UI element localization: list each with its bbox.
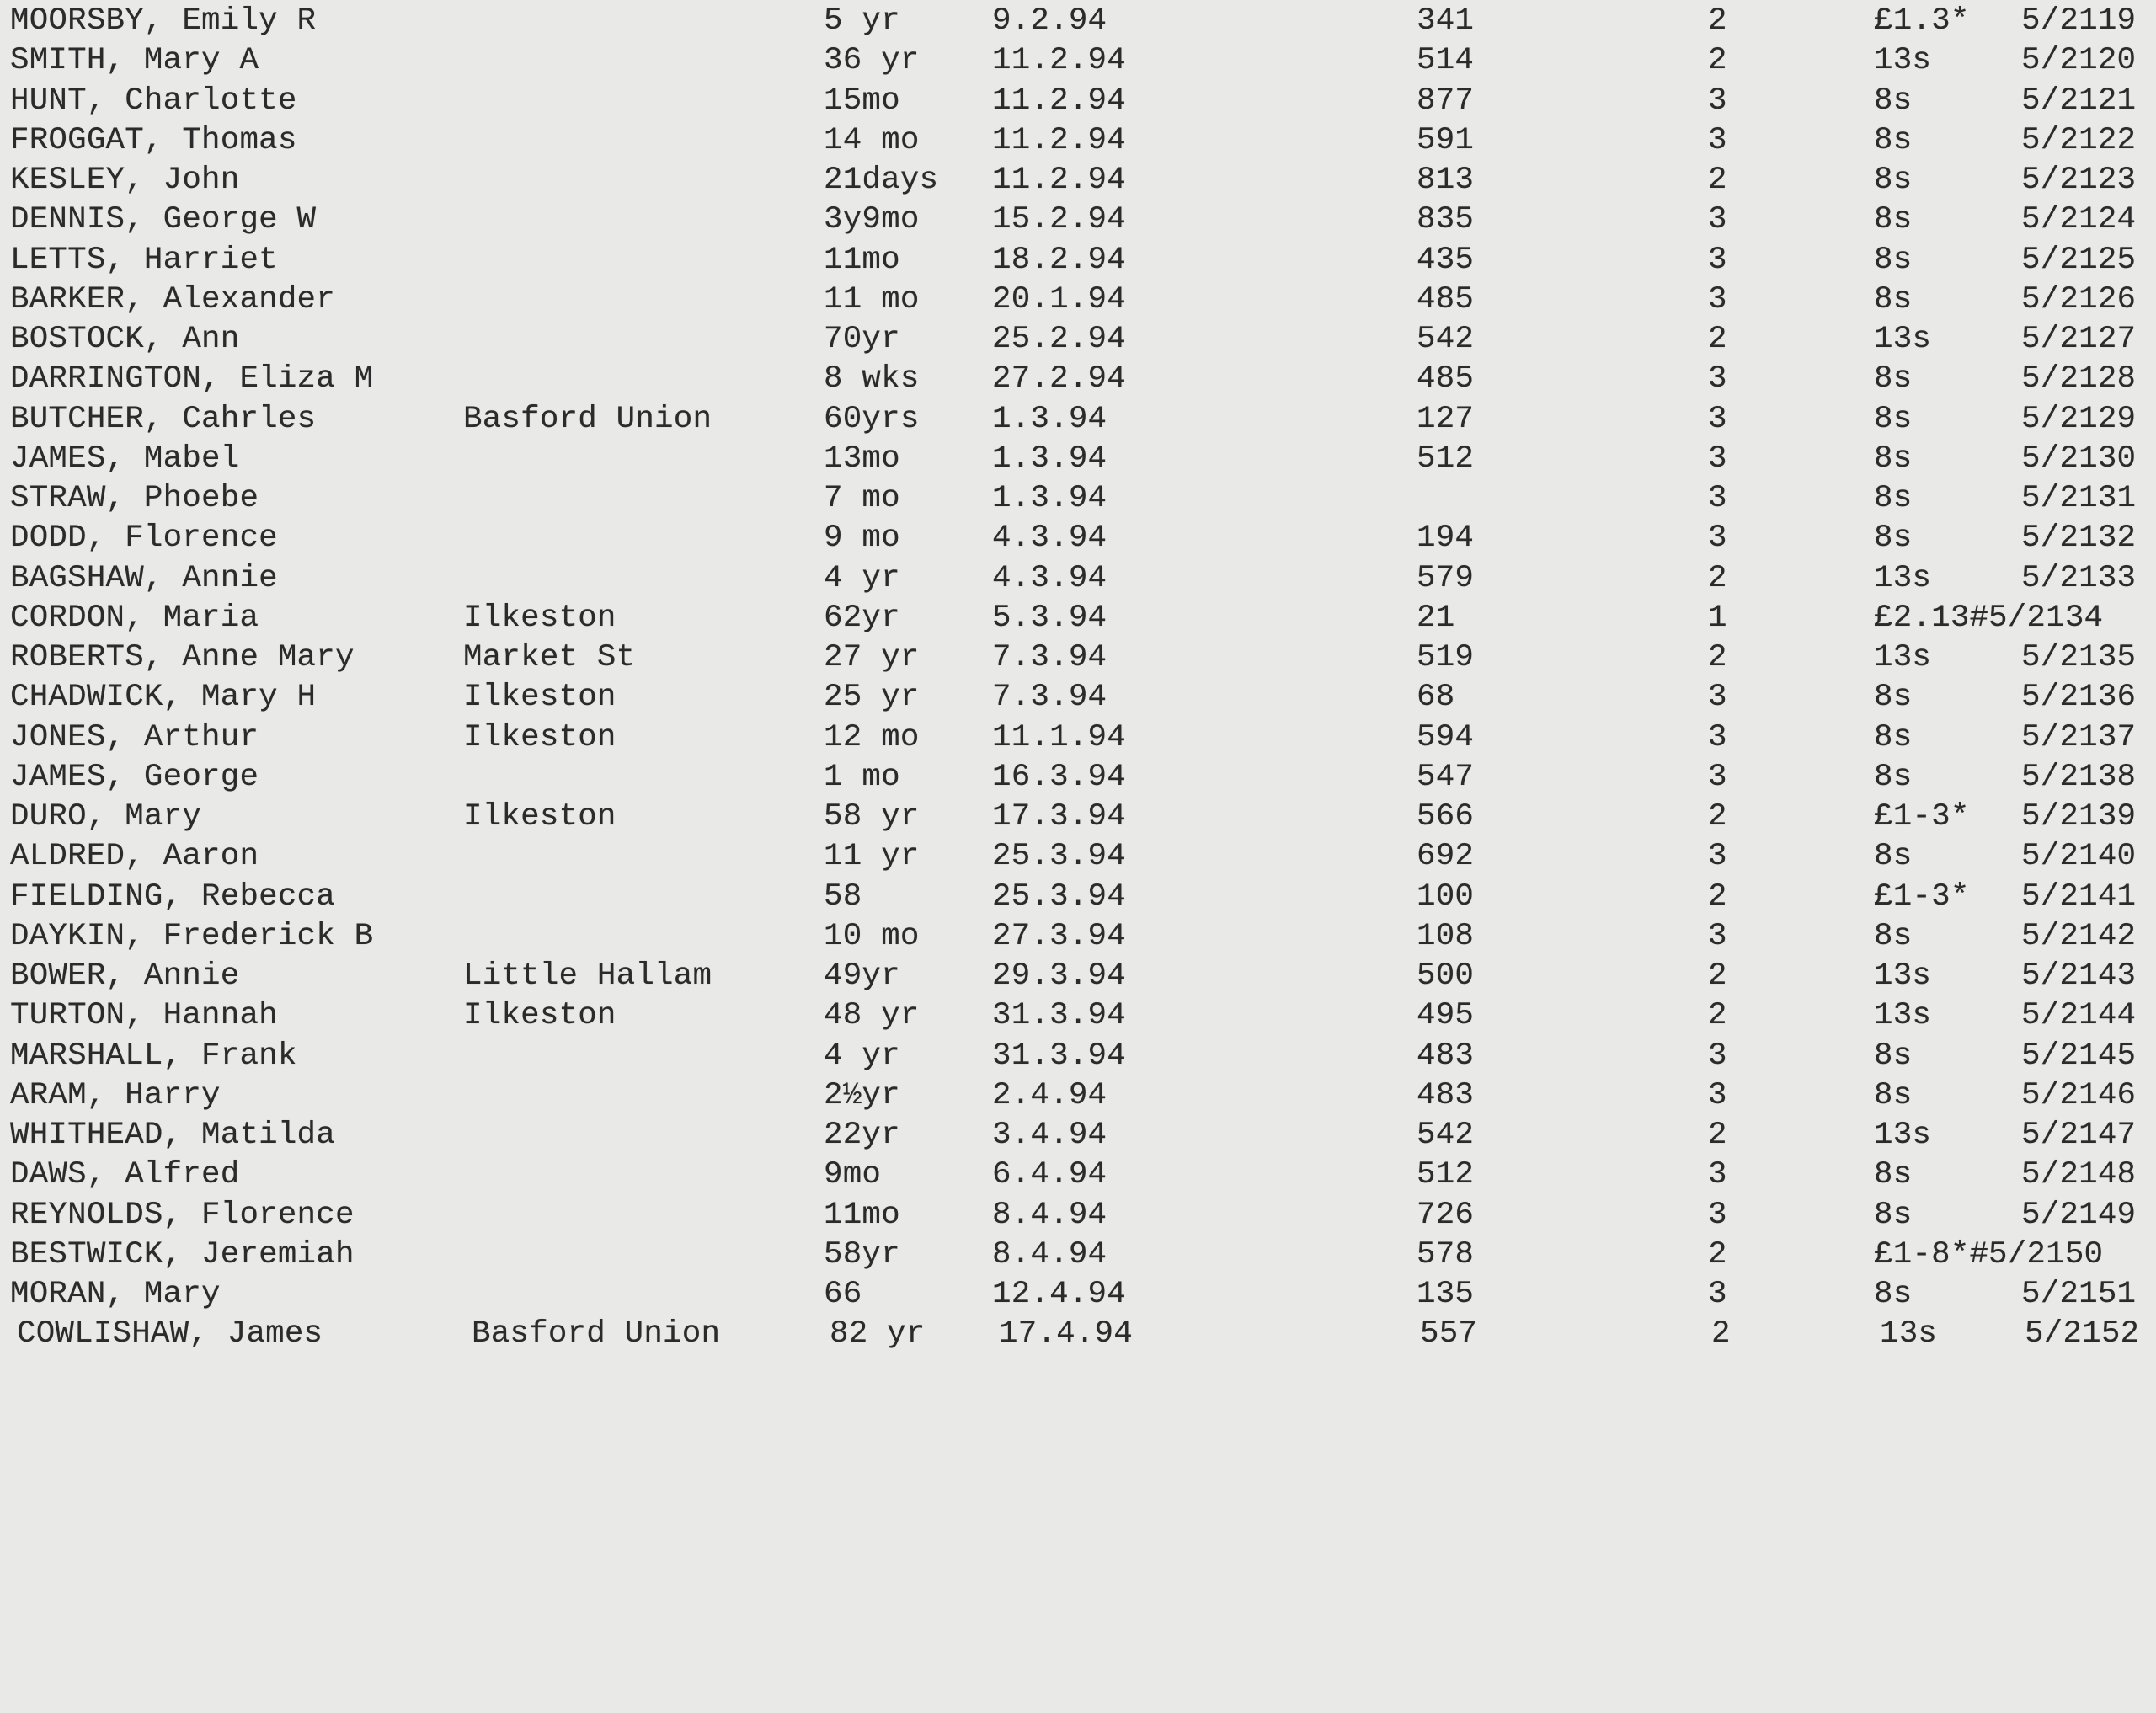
entry-class: 3 (1708, 520, 1727, 557)
entry-fee: 8s (1874, 759, 1913, 795)
entry-name: BESTWICK, Jeremiah (10, 1236, 355, 1273)
entry-class: 2 (1708, 640, 1727, 675)
entry-fee: 13s (1874, 998, 1932, 1034)
entry-number: 579 (1417, 560, 1475, 596)
entry-age: 11mo (824, 242, 900, 278)
entry-fee: £2.13# (1874, 600, 1989, 636)
register-entry (0, 479, 2156, 519)
entry-date: 11.2.94 (992, 43, 1126, 79)
entry-number: 726 (1417, 1197, 1475, 1233)
entry-date: 8.4.94 (992, 1197, 1107, 1233)
entry-name: STRAW, Phoebe (10, 481, 259, 516)
entry-fee: 8s (1874, 719, 1913, 755)
entry-class: 3 (1708, 242, 1727, 278)
entry-date: 7.3.94 (992, 680, 1107, 716)
entry-place: Little Hallam (463, 958, 712, 994)
entry-date: 20.1.94 (992, 281, 1126, 318)
entry-class: 2 (1708, 560, 1727, 596)
entry-fee: 8s (1874, 1277, 1913, 1312)
entry-name: MORAN, Mary (10, 1277, 221, 1312)
entry-number: 594 (1417, 719, 1475, 755)
entry-fee: 8s (1874, 202, 1913, 238)
entry-age: 4 yr (824, 1038, 900, 1074)
entry-fee: £1.3* (1874, 3, 1970, 39)
entry-class: 2 (1708, 799, 1727, 835)
entry-age: 8 wks (824, 361, 920, 398)
entry-class: 3 (1708, 1038, 1727, 1074)
entry-ref: 5/2119 (2021, 3, 2137, 39)
entry-age: 9 mo (824, 520, 900, 557)
entry-class: 1 (1708, 600, 1727, 636)
entry-name: FIELDING, Rebecca (10, 878, 335, 915)
entry-date: 5.3.94 (992, 600, 1107, 636)
entry-fee: 8s (1874, 839, 1913, 875)
entry-place: Ilkeston (463, 680, 616, 716)
entry-fee: 8s (1874, 361, 1913, 398)
entry-name: BARKER, Alexander (10, 281, 335, 318)
entry-age: 11 mo (824, 281, 920, 318)
entry-class: 2 (1708, 878, 1727, 915)
entry-age: 62yr (824, 600, 900, 636)
entry-age: 1 mo (824, 759, 900, 795)
entry-ref: 5/2147 (2021, 1118, 2137, 1153)
register-entry (0, 798, 2156, 837)
register-entry (0, 1076, 2156, 1116)
entry-class: 3 (1708, 719, 1727, 755)
entry-fee: 13s (1874, 43, 1932, 79)
entry-place: Ilkeston (463, 719, 616, 755)
entry-class: 3 (1708, 83, 1727, 119)
entry-fee: 8s (1874, 83, 1913, 119)
entry-name: ROBERTS, Anne Mary (10, 640, 355, 675)
entry-number: 108 (1417, 918, 1475, 954)
entry-date: 3.4.94 (992, 1118, 1107, 1153)
entry-number: 68 (1417, 680, 1455, 716)
entry-date: 29.3.94 (992, 958, 1126, 994)
entry-fee: £1-3* (1874, 799, 1970, 835)
entry-name: DAWS, Alfred (10, 1157, 240, 1193)
entry-name: ALDRED, Aaron (10, 839, 259, 875)
register-entry (0, 440, 2156, 479)
entry-name: REYNOLDS, Florence (10, 1197, 355, 1233)
entry-date: 27.3.94 (992, 918, 1126, 954)
entry-number: 514 (1417, 43, 1475, 79)
entry-number: 483 (1417, 1077, 1475, 1113)
entry-age: 2½yr (824, 1077, 900, 1113)
entry-date: 8.4.94 (992, 1236, 1107, 1273)
entry-fee: 8s (1874, 918, 1913, 954)
entry-name: JONES, Arthur (10, 719, 259, 755)
entry-class: 2 (1708, 322, 1727, 357)
entry-date: 17.4.94 (999, 1316, 1133, 1353)
register-entry (0, 599, 2156, 638)
entry-class: 3 (1708, 1197, 1727, 1233)
register-entry (0, 917, 2156, 957)
entry-name: MARSHALL, Frank (10, 1038, 297, 1074)
register-entry (0, 1235, 2156, 1275)
register-entry (0, 241, 2156, 280)
entry-name: MOORSBY, Emily R (10, 3, 317, 39)
entry-class: 3 (1708, 122, 1727, 158)
entry-class: 3 (1708, 839, 1727, 875)
entry-date: 27.2.94 (992, 361, 1126, 398)
entry-number: 485 (1417, 281, 1475, 318)
entry-ref: 5/2137 (2021, 719, 2137, 755)
entry-class: 3 (1708, 918, 1727, 954)
register-entry (0, 2, 2156, 41)
entry-fee: 8s (1874, 520, 1913, 557)
entry-name: BUTCHER, Cahrles (10, 401, 317, 437)
entry-number: 566 (1417, 799, 1475, 835)
burial-register-table (0, 2, 2156, 1355)
entry-age: 49yr (824, 958, 900, 994)
entry-fee: 13s (1874, 322, 1932, 357)
entry-name: DARRINGTON, Eliza M (10, 361, 374, 398)
entry-place: Market St (463, 640, 636, 675)
entry-fee: 8s (1874, 242, 1913, 278)
entry-place: Ilkeston (463, 600, 616, 636)
entry-date: 18.2.94 (992, 242, 1126, 278)
entry-age: 10 mo (824, 918, 920, 954)
entry-class: 2 (1708, 43, 1727, 79)
entry-age: 11 yr (824, 839, 920, 875)
entry-fee: 8s (1874, 1077, 1913, 1113)
entry-class: 3 (1708, 361, 1727, 398)
entry-date: 1.3.94 (992, 440, 1107, 477)
entry-name: JAMES, George (10, 759, 259, 795)
entry-class: 3 (1708, 759, 1727, 795)
register-entry (0, 280, 2156, 320)
entry-ref: 5/2133 (2021, 560, 2137, 596)
entry-date: 1.3.94 (992, 401, 1107, 437)
entry-date: 4.3.94 (992, 560, 1107, 596)
entry-age: 36 yr (824, 43, 920, 79)
entry-name: KESLEY, John (10, 163, 240, 198)
entry-number: 194 (1417, 520, 1475, 557)
entry-age: 5 yr (824, 3, 900, 39)
entry-place: Basford Union (472, 1316, 721, 1353)
entry-class: 2 (1708, 958, 1727, 994)
register-entry (0, 1275, 2156, 1315)
entry-number: 435 (1417, 242, 1475, 278)
entry-fee: 8s (1874, 680, 1913, 716)
entry-name: BOSTOCK, Ann (10, 322, 240, 357)
entry-fee: 8s (1874, 1197, 1913, 1233)
register-entry (0, 320, 2156, 360)
entry-ref: 5/2149 (2021, 1197, 2137, 1233)
entry-ref: 5/2131 (2021, 481, 2137, 516)
register-entry (0, 82, 2156, 121)
register-entry (0, 678, 2156, 718)
entry-age: 9mo (824, 1157, 882, 1193)
entry-number: 127 (1417, 401, 1475, 437)
entry-number: 591 (1417, 122, 1475, 158)
entry-name: SMITH, Mary A (10, 43, 259, 79)
register-entry (0, 878, 2156, 917)
register-entry (0, 957, 2156, 996)
entry-place: Ilkeston (463, 799, 616, 835)
entry-date: 11.2.94 (992, 163, 1126, 198)
entry-number: 547 (1417, 759, 1475, 795)
entry-fee: 8s (1874, 440, 1913, 477)
entry-fee: 13s (1874, 640, 1932, 675)
entry-fee: 13s (1874, 958, 1932, 994)
entry-ref: 5/2151 (2021, 1277, 2137, 1312)
entry-number: 483 (1417, 1038, 1475, 1074)
entry-class: 2 (1708, 3, 1727, 39)
entry-date: 1.3.94 (992, 481, 1107, 516)
entry-ref: 5/2130 (2021, 440, 2137, 477)
entry-fee: 8s (1874, 122, 1913, 158)
entry-name: DAYKIN, Frederick B (10, 918, 374, 954)
entry-number: 835 (1417, 202, 1475, 238)
register-entry (0, 161, 2156, 200)
entry-age: 27 yr (824, 640, 920, 675)
entry-age: 58 yr (824, 799, 920, 835)
entry-class: 3 (1708, 281, 1727, 318)
entry-fee: 8s (1874, 481, 1913, 516)
entry-number: 557 (1420, 1316, 1478, 1353)
entry-number: 341 (1417, 3, 1475, 39)
entry-ref: 5/2146 (2021, 1077, 2137, 1113)
entry-number: 135 (1417, 1277, 1475, 1312)
entry-age: 21days (824, 163, 939, 198)
entry-name: FROGGAT, Thomas (10, 122, 297, 158)
entry-name: HUNT, Charlotte (10, 83, 297, 119)
entry-age: 70yr (824, 322, 900, 357)
entry-age: 60yrs (824, 401, 920, 437)
entry-age: 66 (824, 1277, 862, 1312)
entry-ref: 5/2150 (1988, 1236, 2104, 1273)
register-entry (0, 121, 2156, 161)
entry-place: Basford Union (463, 401, 712, 437)
entry-name: TURTON, Hannah (10, 998, 278, 1034)
register-entry (0, 519, 2156, 558)
entry-class: 3 (1708, 680, 1727, 716)
entry-age: 22yr (824, 1118, 900, 1153)
entry-fee: £1-8*# (1874, 1236, 1989, 1273)
entry-number: 578 (1417, 1236, 1475, 1273)
entry-class: 2 (1708, 998, 1727, 1034)
entry-number: 495 (1417, 998, 1475, 1034)
entry-fee: 8s (1874, 1157, 1913, 1193)
register-entry (0, 638, 2156, 678)
entry-ref: 5/2145 (2021, 1038, 2137, 1074)
entry-ref: 5/2132 (2021, 520, 2137, 557)
entry-name: COWLISHAW, James (17, 1316, 323, 1353)
entry-date: 2.4.94 (992, 1077, 1107, 1113)
entry-date: 11.2.94 (992, 122, 1126, 158)
entry-name: DODD, Florence (10, 520, 278, 557)
entry-date: 9.2.94 (992, 3, 1107, 39)
entry-fee: 13s (1880, 1316, 1938, 1353)
entry-name: ARAM, Harry (10, 1077, 221, 1113)
entry-ref: 5/2134 (1988, 600, 2104, 636)
entry-age: 12 mo (824, 719, 920, 755)
entry-name: DURO, Mary (10, 799, 202, 835)
entry-ref: 5/2121 (2021, 83, 2137, 119)
entry-number: 485 (1417, 361, 1475, 398)
entry-ref: 5/2126 (2021, 281, 2137, 318)
entry-age: 15mo (824, 83, 900, 119)
entry-ref: 5/2142 (2021, 918, 2137, 954)
entry-class: 3 (1708, 1157, 1727, 1193)
entry-fee: 8s (1874, 1038, 1913, 1074)
entry-name: BAGSHAW, Annie (10, 560, 278, 596)
entry-name: CORDON, Maria (10, 600, 259, 636)
entry-date: 12.4.94 (992, 1277, 1126, 1312)
register-entry (0, 758, 2156, 798)
entry-ref: 5/2152 (2025, 1316, 2140, 1353)
register-entry (0, 400, 2156, 440)
register-entry (0, 1116, 2156, 1155)
entry-number: 512 (1417, 440, 1475, 477)
entry-ref: 5/2123 (2021, 163, 2137, 198)
entry-place: Ilkeston (463, 998, 616, 1034)
register-entry (0, 996, 2156, 1036)
entry-number: 542 (1417, 1118, 1475, 1153)
entry-ref: 5/2136 (2021, 680, 2137, 716)
entry-date: 7.3.94 (992, 640, 1107, 675)
entry-ref: 5/2124 (2021, 202, 2137, 238)
entry-date: 11.2.94 (992, 83, 1126, 119)
entry-fee: 8s (1874, 281, 1913, 318)
entry-age: 48 yr (824, 998, 920, 1034)
entry-name: LETTS, Harriet (10, 242, 278, 278)
entry-date: 25.3.94 (992, 878, 1126, 915)
entry-date: 17.3.94 (992, 799, 1126, 835)
entry-fee: £1-3* (1874, 878, 1970, 915)
entry-class: 2 (1708, 1118, 1727, 1153)
entry-date: 11.1.94 (992, 719, 1126, 755)
entry-fee: 8s (1874, 401, 1913, 437)
entry-number: 542 (1417, 322, 1475, 357)
entry-class: 3 (1708, 401, 1727, 437)
entry-name: DENNIS, George W (10, 202, 317, 238)
entry-name: WHITHEAD, Matilda (10, 1118, 335, 1153)
register-entry (0, 559, 2156, 599)
entry-date: 31.3.94 (992, 998, 1126, 1034)
entry-ref: 5/2120 (2021, 43, 2137, 79)
entry-age: 13mo (824, 440, 900, 477)
entry-class: 3 (1708, 202, 1727, 238)
entry-date: 4.3.94 (992, 520, 1107, 557)
entry-number: 877 (1417, 83, 1475, 119)
register-entry (0, 1196, 2156, 1235)
entry-number: 813 (1417, 163, 1475, 198)
entry-ref: 5/2144 (2021, 998, 2137, 1034)
entry-date: 15.2.94 (992, 202, 1126, 238)
entry-class: 2 (1711, 1316, 1731, 1353)
entry-ref: 5/2141 (2021, 878, 2137, 915)
register-entry (0, 1155, 2156, 1195)
register-entry (0, 200, 2156, 240)
entry-age: 7 mo (824, 481, 900, 516)
entry-date: 6.4.94 (992, 1157, 1107, 1193)
entry-name: JAMES, Mabel (10, 440, 240, 477)
entry-fee: 13s (1874, 560, 1932, 596)
entry-name: BOWER, Annie (10, 958, 240, 994)
entry-age: 25 yr (824, 680, 920, 716)
entry-date: 16.3.94 (992, 759, 1126, 795)
entry-age: 58yr (824, 1236, 900, 1273)
entry-ref: 5/2140 (2021, 839, 2137, 875)
entry-age: 58 (824, 878, 862, 915)
entry-date: 25.3.94 (992, 839, 1126, 875)
register-entry (0, 360, 2156, 399)
entry-ref: 5/2127 (2021, 322, 2137, 357)
entry-class: 3 (1708, 1077, 1727, 1113)
register-entry (0, 1037, 2156, 1076)
entry-class: 2 (1708, 1236, 1727, 1273)
entry-ref: 5/2148 (2021, 1157, 2137, 1193)
entry-date: 25.2.94 (992, 322, 1126, 357)
entry-ref: 5/2139 (2021, 799, 2137, 835)
entry-number: 21 (1417, 600, 1455, 636)
entry-ref: 5/2135 (2021, 640, 2137, 675)
entry-ref: 5/2129 (2021, 401, 2137, 437)
entry-ref: 5/2138 (2021, 759, 2137, 795)
entry-ref: 5/2143 (2021, 958, 2137, 994)
entry-ref: 5/2128 (2021, 361, 2137, 398)
entry-fee: 13s (1874, 1118, 1932, 1153)
entry-number: 519 (1417, 640, 1475, 675)
entry-number: 500 (1417, 958, 1475, 994)
entry-age: 82 yr (830, 1316, 926, 1353)
entry-class: 3 (1708, 1277, 1727, 1312)
entry-fee: 8s (1874, 163, 1913, 198)
entry-age: 11mo (824, 1197, 900, 1233)
entry-class: 2 (1708, 163, 1727, 198)
register-entry (0, 1315, 2156, 1354)
entry-name: CHADWICK, Mary H (10, 680, 317, 716)
entry-class: 3 (1708, 440, 1727, 477)
entry-ref: 5/2125 (2021, 242, 2137, 278)
entry-number: 512 (1417, 1157, 1475, 1193)
entry-date: 31.3.94 (992, 1038, 1126, 1074)
entry-number: 100 (1417, 878, 1475, 915)
entry-age: 3y9mo (824, 202, 920, 238)
entry-age: 4 yr (824, 560, 900, 596)
register-entry (0, 837, 2156, 877)
entry-age: 14 mo (824, 122, 920, 158)
register-entry (0, 718, 2156, 758)
entry-class: 3 (1708, 481, 1727, 516)
entry-number: 692 (1417, 839, 1475, 875)
register-entry (0, 41, 2156, 81)
entry-ref: 5/2122 (2021, 122, 2137, 158)
